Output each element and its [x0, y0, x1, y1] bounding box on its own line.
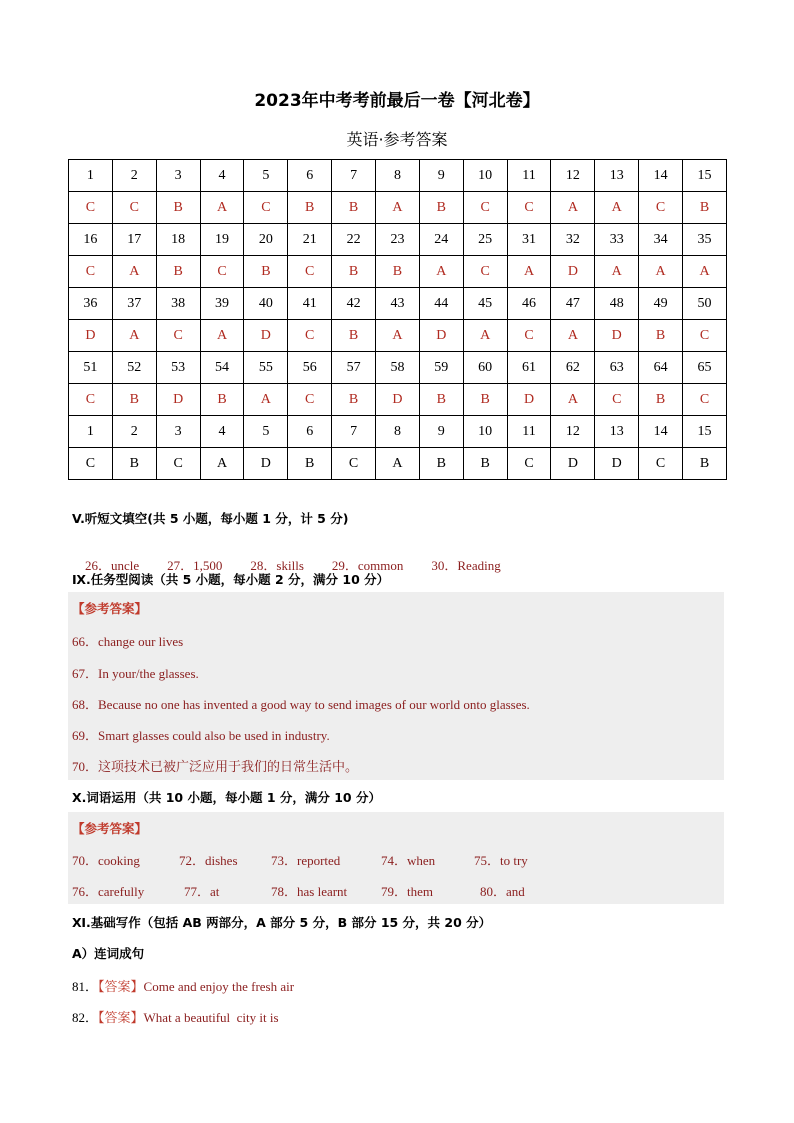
- table-cell: 10: [463, 160, 507, 192]
- table-cell: A: [639, 256, 683, 288]
- answer-item: 75．to try: [474, 853, 528, 868]
- table-cell: 31: [507, 224, 551, 256]
- table-cell: 1: [69, 160, 113, 192]
- table-cell: 33: [595, 224, 639, 256]
- table-cell: 19: [200, 224, 244, 256]
- table-cell: 32: [551, 224, 595, 256]
- table-cell: 51: [69, 352, 113, 384]
- answer-tag: 【答案】: [98, 1011, 144, 1026]
- table-cell: 12: [551, 416, 595, 448]
- table-cell: 14: [639, 416, 683, 448]
- table-cell: C: [288, 256, 332, 288]
- table-cell: C: [112, 192, 156, 224]
- table-cell: B: [639, 320, 683, 352]
- item-text: Come and enjoy the fresh air: [143, 979, 295, 994]
- table-cell: B: [419, 384, 463, 416]
- table-cell: C: [69, 256, 113, 288]
- answer-item: 73．reported: [271, 853, 341, 868]
- table-row: [69, 320, 727, 352]
- table-cell: D: [244, 320, 288, 352]
- section-10-block: [68, 812, 724, 904]
- answer-item: 76．carefully: [72, 884, 145, 899]
- table-cell: C: [507, 320, 551, 352]
- list-item: [68, 718, 724, 748]
- table-cell: 58: [376, 352, 420, 384]
- table-cell: 3: [156, 160, 200, 192]
- table-row: [69, 288, 727, 320]
- answer-item: 72．dishes: [179, 853, 238, 868]
- table-cell: A: [683, 256, 727, 288]
- table-cell: A: [551, 384, 595, 416]
- answer-item: 27．1,500: [167, 558, 223, 573]
- table-cell: 59: [419, 352, 463, 384]
- item-text: change our lives: [98, 634, 184, 649]
- item-number: 82．: [72, 1010, 99, 1025]
- table-cell: 57: [332, 352, 376, 384]
- table-cell: B: [288, 448, 332, 480]
- table-cell: 23: [376, 224, 420, 256]
- table-cell: C: [683, 384, 727, 416]
- table-cell: 7: [332, 416, 376, 448]
- table-cell: 43: [376, 288, 420, 320]
- table-cell: 53: [156, 352, 200, 384]
- table-cell: 38: [156, 288, 200, 320]
- table-cell: C: [200, 256, 244, 288]
- table-cell: B: [112, 448, 156, 480]
- table-cell: 12: [551, 160, 595, 192]
- table-cell: C: [507, 448, 551, 480]
- table-cell: 3: [156, 416, 200, 448]
- section-11-subheading: A）连词成句: [72, 946, 145, 961]
- table-cell: A: [551, 192, 595, 224]
- table-cell: 52: [112, 352, 156, 384]
- table-cell: A: [244, 384, 288, 416]
- table-cell: A: [595, 256, 639, 288]
- table-cell: 9: [419, 416, 463, 448]
- answer-item: 79．them: [381, 884, 433, 899]
- table-cell: B: [200, 384, 244, 416]
- table-cell: 13: [595, 160, 639, 192]
- table-cell: 2: [112, 416, 156, 448]
- answer-item: 26．uncle: [85, 558, 140, 573]
- list-item: [68, 656, 724, 686]
- table-cell: 15: [683, 160, 727, 192]
- table-cell: 9: [419, 160, 463, 192]
- list-item: [72, 1007, 279, 1026]
- answer-badge: 【参考答案】: [72, 601, 148, 616]
- item-number: 81．: [72, 979, 99, 994]
- table-cell: D: [244, 448, 288, 480]
- table-cell: 36: [69, 288, 113, 320]
- table-cell: 5: [244, 416, 288, 448]
- table-row: [69, 224, 727, 256]
- table-cell: C: [463, 256, 507, 288]
- table-cell: B: [376, 256, 420, 288]
- table-cell: A: [376, 448, 420, 480]
- table-cell: 11: [507, 160, 551, 192]
- table-cell: D: [69, 320, 113, 352]
- table-cell: C: [332, 448, 376, 480]
- table-cell: 40: [244, 288, 288, 320]
- table-row: [69, 384, 727, 416]
- table-cell: 63: [595, 352, 639, 384]
- table-cell: B: [156, 192, 200, 224]
- table-cell: 7: [332, 160, 376, 192]
- table-cell: 6: [288, 416, 332, 448]
- table-cell: 5: [244, 160, 288, 192]
- table-cell: 20: [244, 224, 288, 256]
- page-title: 2023年中考考前最后一卷【河北卷】: [254, 91, 540, 111]
- answer-item: 80．and: [480, 884, 525, 899]
- table-cell: 64: [639, 352, 683, 384]
- table-cell: C: [507, 192, 551, 224]
- table-cell: C: [69, 384, 113, 416]
- table-row: [69, 160, 727, 192]
- table-cell: A: [200, 448, 244, 480]
- section-5-heading: V.听短文填空(共 5 小题，每小题 1 分，计 5 分): [72, 511, 349, 526]
- table-cell: 56: [288, 352, 332, 384]
- table-cell: B: [419, 448, 463, 480]
- table-cell: 50: [683, 288, 727, 320]
- answer-item: 78．has learnt: [271, 884, 348, 899]
- answer-row: [68, 874, 724, 904]
- answer-item: 70．cooking: [72, 853, 140, 868]
- table-cell: C: [639, 448, 683, 480]
- table-cell: 13: [595, 416, 639, 448]
- section-10-heading: X.词语运用（共 10 小题，每小题 1 分，满分 10 分）: [72, 790, 381, 805]
- table-cell: A: [507, 256, 551, 288]
- section-11-heading: Ⅺ.基础写作（包括 AB 两部分，A 部分 5 分，B 部分 15 分，共 20 分）: [72, 915, 492, 930]
- table-cell: C: [288, 320, 332, 352]
- table-cell: A: [200, 320, 244, 352]
- table-cell: B: [419, 192, 463, 224]
- table-cell: 54: [200, 352, 244, 384]
- table-cell: C: [69, 448, 113, 480]
- table-cell: 48: [595, 288, 639, 320]
- table-cell: A: [463, 320, 507, 352]
- table-cell: 45: [463, 288, 507, 320]
- item-number: 70．: [72, 759, 99, 774]
- table-cell: D: [156, 384, 200, 416]
- list-item: [68, 687, 724, 717]
- table-cell: A: [376, 320, 420, 352]
- table-cell: B: [463, 448, 507, 480]
- table-cell: 47: [551, 288, 595, 320]
- table-cell: 17: [112, 224, 156, 256]
- table-cell: 2: [112, 160, 156, 192]
- list-item: [68, 624, 724, 654]
- table-cell: B: [112, 384, 156, 416]
- item-number: 66．: [72, 634, 99, 649]
- table-cell: 44: [419, 288, 463, 320]
- table-cell: A: [551, 320, 595, 352]
- table-cell: A: [200, 192, 244, 224]
- answer-badge-row: [68, 592, 724, 622]
- table-cell: B: [288, 192, 332, 224]
- answer-item: 77．at: [184, 884, 220, 899]
- page-subtitle: 英语·参考答案: [346, 130, 448, 149]
- table-cell: C: [288, 384, 332, 416]
- answer-row: [68, 843, 724, 873]
- table-cell: 24: [419, 224, 463, 256]
- table-cell: B: [156, 256, 200, 288]
- item-text: In your/the glasses.: [98, 666, 199, 681]
- table-cell: 6: [288, 160, 332, 192]
- table-cell: B: [683, 448, 727, 480]
- item-number: 67．: [72, 666, 99, 681]
- table-cell: 18: [156, 224, 200, 256]
- table-row: [69, 256, 727, 288]
- table-cell: 62: [551, 352, 595, 384]
- answer-item: 28．skills: [250, 558, 304, 573]
- table-cell: 10: [463, 416, 507, 448]
- table-cell: 46: [507, 288, 551, 320]
- answer-item: 30．Reading: [431, 558, 501, 573]
- table-cell: 14: [639, 160, 683, 192]
- table-cell: B: [463, 384, 507, 416]
- item-text: Because no one has invented a good way to send images of our world onto glasses.: [98, 697, 530, 712]
- table-cell: 4: [200, 416, 244, 448]
- item-text: 这项技术已被广泛应用于我们的日常生活中。: [98, 759, 359, 774]
- answer-badge: 【参考答案】: [72, 821, 148, 836]
- section-9-block: [68, 592, 724, 780]
- table-cell: B: [639, 384, 683, 416]
- table-cell: 1: [69, 416, 113, 448]
- answer-table: [68, 159, 727, 480]
- table-cell: 49: [639, 288, 683, 320]
- table-cell: 35: [683, 224, 727, 256]
- table-cell: C: [639, 192, 683, 224]
- table-cell: 11: [507, 416, 551, 448]
- table-cell: B: [244, 256, 288, 288]
- item-number: 69．: [72, 728, 99, 743]
- table-cell: D: [595, 320, 639, 352]
- answer-tag: 【答案】: [98, 980, 144, 995]
- table-cell: D: [551, 448, 595, 480]
- table-cell: D: [595, 448, 639, 480]
- table-cell: C: [463, 192, 507, 224]
- table-cell: D: [507, 384, 551, 416]
- table-cell: 15: [683, 416, 727, 448]
- table-cell: 8: [376, 160, 420, 192]
- table-cell: B: [332, 384, 376, 416]
- table-cell: A: [112, 256, 156, 288]
- table-cell: 4: [200, 160, 244, 192]
- table-cell: C: [156, 320, 200, 352]
- table-cell: D: [376, 384, 420, 416]
- table-cell: 37: [112, 288, 156, 320]
- table-cell: C: [683, 320, 727, 352]
- table-row: [69, 352, 727, 384]
- table-cell: C: [156, 448, 200, 480]
- table-cell: D: [551, 256, 595, 288]
- answer-item: 74．when: [381, 853, 436, 868]
- table-cell: C: [595, 384, 639, 416]
- table-cell: B: [332, 256, 376, 288]
- table-cell: C: [244, 192, 288, 224]
- list-item: [68, 749, 724, 779]
- table-cell: 65: [683, 352, 727, 384]
- table-cell: 34: [639, 224, 683, 256]
- table-cell: 41: [288, 288, 332, 320]
- answer-badge-row: [68, 812, 724, 842]
- table-cell: A: [595, 192, 639, 224]
- table-cell: A: [419, 256, 463, 288]
- section-9-heading: Ⅸ.任务型阅读（共 5 小题，每小题 2 分，满分 10 分）: [72, 572, 390, 587]
- list-item: [72, 976, 294, 995]
- table-cell: 42: [332, 288, 376, 320]
- table-cell: 60: [463, 352, 507, 384]
- table-cell: A: [112, 320, 156, 352]
- table-cell: 8: [376, 416, 420, 448]
- item-text: What a beautiful city it is: [143, 1010, 279, 1025]
- table-row: [69, 416, 727, 448]
- table-cell: 22: [332, 224, 376, 256]
- table-cell: 21: [288, 224, 332, 256]
- table-cell: D: [419, 320, 463, 352]
- table-cell: B: [332, 192, 376, 224]
- table-cell: A: [376, 192, 420, 224]
- table-cell: B: [332, 320, 376, 352]
- table-cell: 25: [463, 224, 507, 256]
- table-cell: C: [69, 192, 113, 224]
- table-cell: 61: [507, 352, 551, 384]
- table-cell: 16: [69, 224, 113, 256]
- table-cell: 39: [200, 288, 244, 320]
- table-row: [69, 192, 727, 224]
- item-text: Smart glasses could also be used in industry.: [98, 728, 330, 743]
- answer-item: 29．common: [331, 558, 404, 573]
- table-cell: 55: [244, 352, 288, 384]
- item-number: 68．: [72, 697, 99, 712]
- table-cell: B: [683, 192, 727, 224]
- table-row: [69, 448, 727, 480]
